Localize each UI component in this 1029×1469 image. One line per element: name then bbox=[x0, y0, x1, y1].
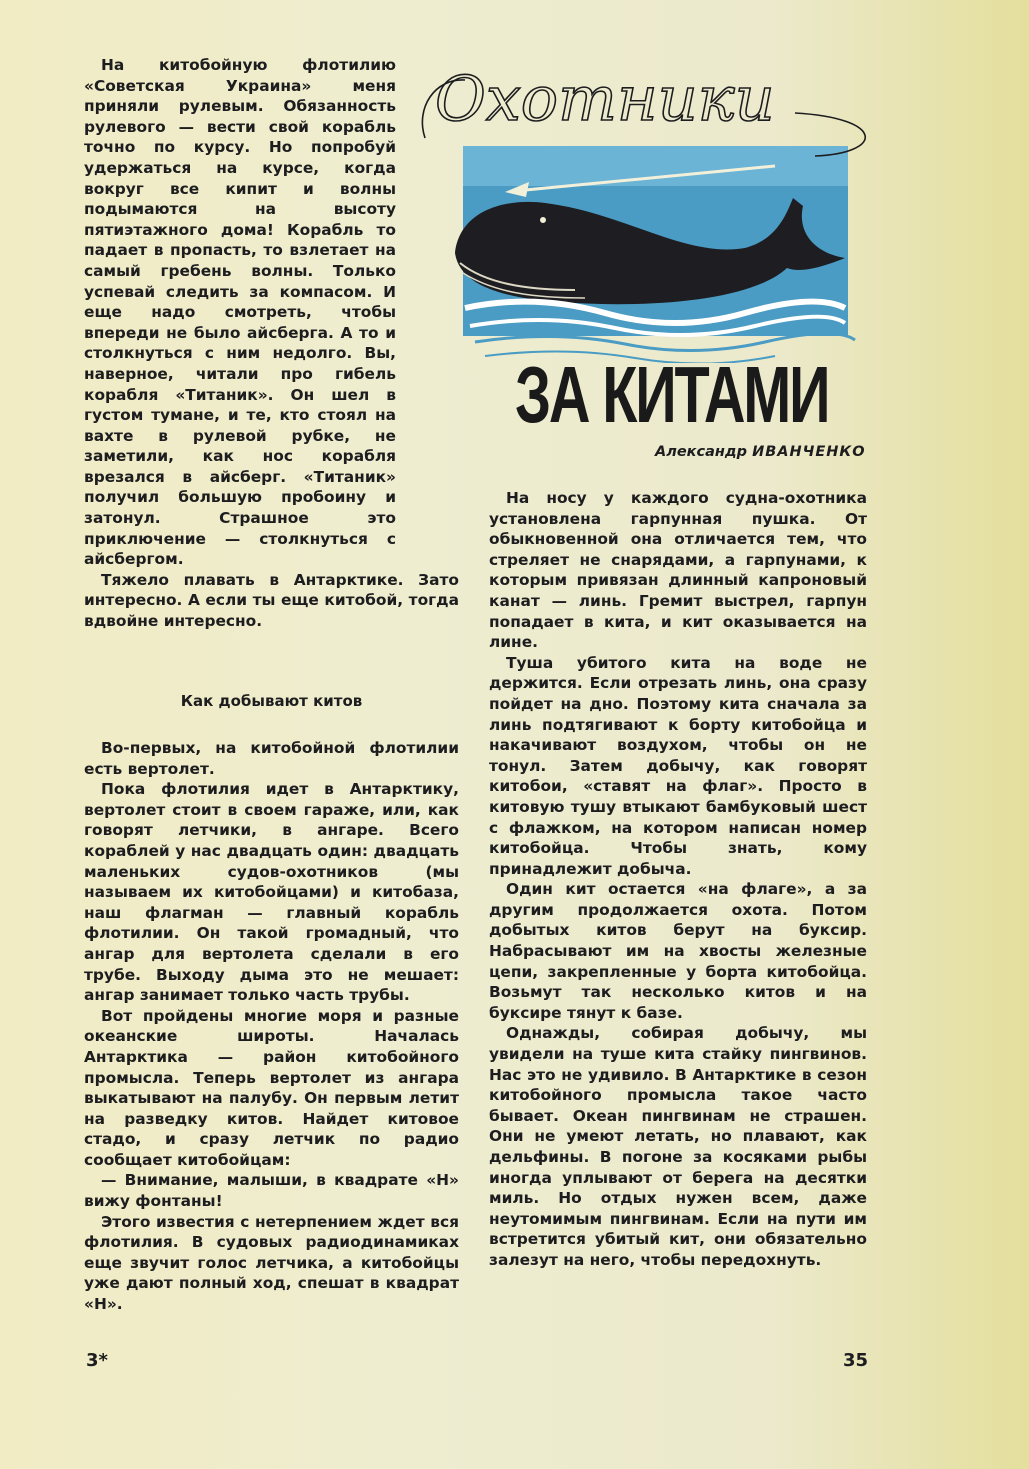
signature-mark: 3* bbox=[86, 1350, 108, 1371]
whale-eye bbox=[540, 217, 546, 223]
left-column-body bbox=[84, 738, 459, 1315]
left-column-intro bbox=[84, 55, 459, 632]
paragraph: Вот пройдены многие моря и разные океанские широты. Началась Антарктика — район китобойного промысла. Теперь вертолет из ангара выкатывают на палубу. Он первым летит на разведку китов. Найдет китовое стадо, и сразу летчик по радио сообщает китобойцам: bbox=[84, 1006, 459, 1169]
author-byline bbox=[655, 444, 866, 460]
paragraph: — Внимание, малыши, в квадрате «Н» вижу фонтаны! bbox=[84, 1171, 459, 1211]
paragraph: На китобойную флотилию «Советская Украина» меня приняли рулевым. Обязанность рулевого — вести свой корабль точно по курсу. Но попробуй удержаться на курсе, когда вокруг все кипит и волны подымаются на высоту пятиэтажного дома! Корабль то падает в пропасть, то взлетает на самый гребень волны. Только успевай следить за компасом. И еще надо смотреть, чтобы впереди не было айсберга. А то и столкнуться с ним недолго. Вы, наверное, читали про гибель корабля «Титаник». Он шел в густом тумане, и те, кто стоял на вахте в рулевой рубке, не заметили, как нос корабля врезался в айсберг. «Титаник» получил большую пробоину и затонул. Страшное это приключение — столкнуться с айсбергом. bbox=[84, 56, 396, 569]
author-first-name: Александр bbox=[655, 444, 748, 460]
paragraph: Тяжело плавать в Антарктике. Зато интересно. А если ты еще китобой, тогда вдвойне интересно. bbox=[84, 570, 459, 631]
paragraph: Однажды, собирая добычу, мы увидели на туше кита стайку пингвинов. Нас это не удивило. В Антарктике в сезон китобойного промысла такое часто бывает. Океан пингвинам не страшен. Они не умеют летать, но плавают, как дельфины. В погоне за косяками рыбы иногда уплывают от берега на десятки миль. Но отдых нужен всем, даже неутомимым пингвинам. Если на пути им встретится убитый кит, они обязательно залезут на него, чтобы передохнуть. bbox=[489, 1024, 867, 1269]
paragraph: Один кит остается «на флаге», а за другим продолжается охота. Потом добытых китов берут на буксир. Набрасывают им на хвосты железные цепи, закрепленные у борта китобойца. Возьмут так несколько китов и на буксире тянут к базе. bbox=[489, 880, 867, 1022]
section-subheading: Как добывают китов bbox=[180, 692, 363, 710]
page-number: 35 bbox=[843, 1350, 869, 1371]
paragraph: Пока флотилия идет в Антарктику, вертолет стоит в своем гараже, или, как говорят летчики, в ангаре. Всего кораблей у нас двадцать один: двадцать маленьких судов-охотников (мы называем их китобойцами) и китобаза, наш флагман — главный корабль флотилии. Он такой громадный, что ангар для вертолета сделали в его трубе. Выходу дыма это не мешает: ангар занимает только часть трубы. bbox=[84, 780, 459, 1005]
paragraph: Туша убитого кита на воде не держится. Если отрезать линь, она сразу пойдет на дно. Поэтому кита сначала за линь подтягивают к борту китобойца и накачивают воздухом, чтобы он не тонул. Затем добычу, как говорят китобои, «ставят на флаг». Просто в китовую тушу втыкают бамбуковый шест с флажком, на котором написан номер китобойца. Чтобы знать, кому принадлежит добыча. bbox=[489, 653, 867, 878]
paragraph: На носу у каждого судна-охотника установлена гарпунная пушка. От обыкновенной она отличается тем, что стреляет не снарядами, а гарпунами, к которым привязан длинный капроновый канат — линь. Гремит выстрел, гарпун попадает в кита, и кит оказывается на лине. bbox=[489, 489, 867, 652]
author-last-name: ИВАНЧЕНКО bbox=[752, 444, 866, 460]
paragraph: Во-первых, на китобойной флотилии есть вертолет. bbox=[84, 739, 459, 778]
sky-band bbox=[463, 146, 848, 186]
article-title: ЗА КИТАМИ bbox=[515, 350, 829, 439]
right-column bbox=[489, 488, 867, 1271]
paragraph: Этого известия с нетерпением ждет вся флотилия. В судовых радиодинамиках еще звучит голос летчика, а китобойцы уже дают полный ход, спешат в квадрат «Н». bbox=[84, 1212, 459, 1314]
whale-illustration bbox=[415, 58, 895, 363]
script-title: Охотники bbox=[435, 62, 775, 135]
